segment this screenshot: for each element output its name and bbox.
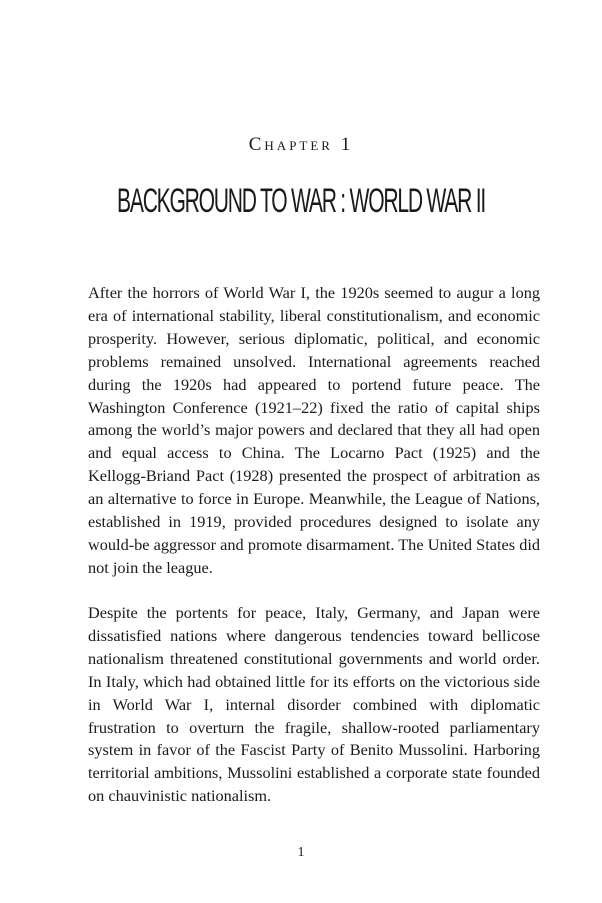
body-paragraph-2: Despite the portents for peace, Italy, Germany, and Japan were dissatisfied nations where dangerous tendencies toward bellicose nationalism threatened constitutional governments and world order. In Italy, which had obtained little for its efforts on the victorious side in World War I, internal disorder combined with diplomatic frustration to overturn the fragile, shallow-rooted parliamentary system in favor of the Fascist Party of Benito Mussolini. Harboring territorial ambitions, Mussolini established a corporate state founded on chauvinistic nationalism. bbox=[88, 603, 540, 806]
chapter-title: BACKGROUND TO WAR : WORLD WAR II bbox=[117, 182, 485, 220]
body-paragraph-1: After the horrors of World War I, the 1920s seemed to augur a long era of international stability, liberal constitutionalism, and economic prosperity. However, serious diplomatic, political, and economic problems remained unsolved. International agreements reached during the 1920s had appeared to portend future peace. The Washington Conference (1921–22) fixed the ratio of capital ships among the world’s major powers and declared that they all had open and equal access to China. The Locarno Pact (1925) and the Kellogg-Briand Pact (1928) presented the prospect of arbitration as an alternative to force in Europe. Meanwhile, the League of Nations, established in 1919, provided procedures designed to isolate any would-be aggressor and promote disarmament. The United States did not join the league. bbox=[88, 283, 540, 577]
page-number: 1 bbox=[297, 845, 305, 860]
chapter-label: Chapter 1 bbox=[248, 134, 354, 155]
